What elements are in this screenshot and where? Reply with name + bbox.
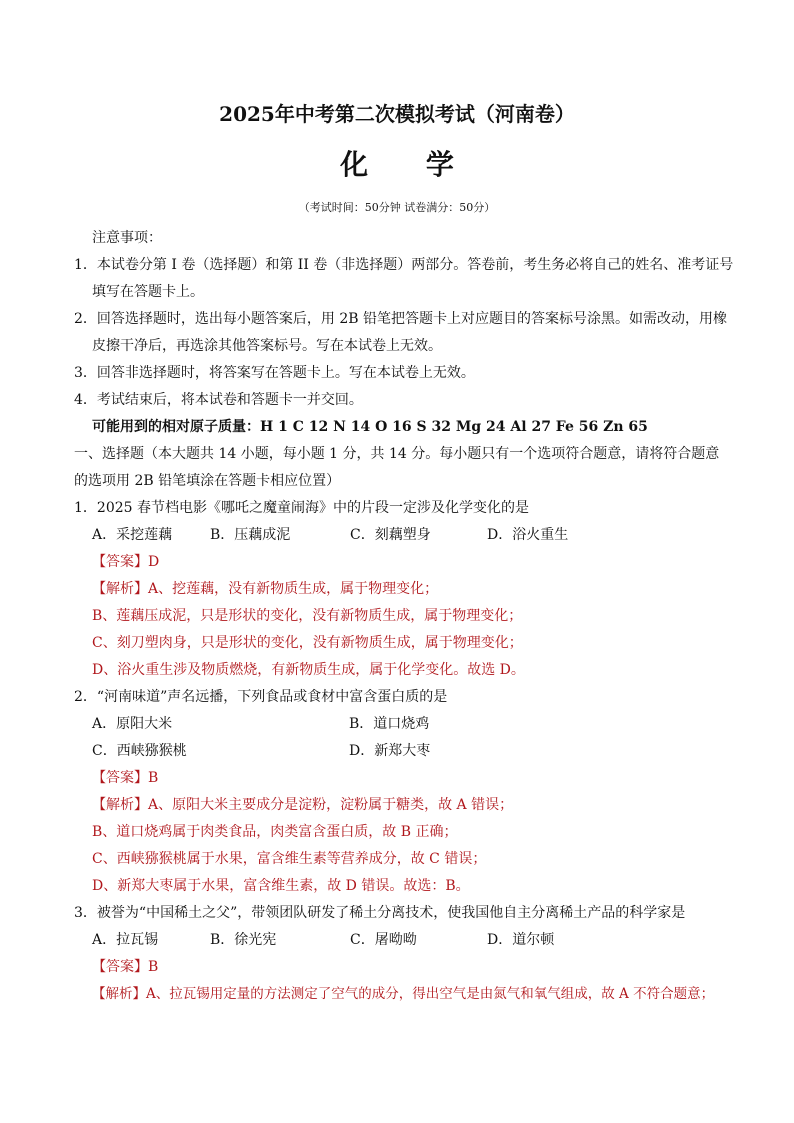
- atomic-masses: 可能用到的相对原子质量：H 1 C 12 N 14 O 16 S 32 Mg 24 Al 27 Fe 56 Zn 65: [92, 419, 648, 435]
- analysis-line: D、浴火重生涉及物质燃烧，有新物质生成，属于化学变化。故选 D。: [92, 662, 525, 678]
- option-c: C．屠呦呦: [350, 932, 417, 948]
- analysis-label: 【解析】: [92, 797, 148, 813]
- analysis-line: [92, 984, 714, 1004]
- notice-item: 填写在答题卡上。: [92, 284, 204, 300]
- question-stem: 3．被誉为“中国稀土之父”，带领团队研发了稀土分离技术，使我国他自主分离稀土产品的科学家是: [74, 905, 686, 921]
- notice-item: 皮擦干净后，再选涂其他答案标号。写在本试卷上无效。: [92, 338, 442, 354]
- option-a: A．拉瓦锡: [92, 932, 159, 948]
- answer: [92, 552, 159, 572]
- option-b: B．徐光宪: [210, 932, 277, 948]
- notice-item: 1．本试卷分第 I 卷（选择题）和第 II 卷（非选择题）两部分。答卷前，考生务必将自己的姓名、准考证号: [74, 257, 734, 273]
- option-b: B．道口烧鸡: [349, 716, 430, 732]
- answer-label: 【答案】: [92, 770, 148, 786]
- answer-label: 【答案】: [92, 959, 148, 975]
- notice-heading: 注意事项：: [92, 230, 162, 246]
- section-heading: 的选项用 2B 铅笔填涂在答题卡相应位置）: [74, 473, 341, 489]
- answer-value: B: [148, 770, 159, 786]
- question-stem: 2．“河南味道”声名远播，下列食品或食材中富含蛋白质的是: [74, 689, 448, 705]
- analysis-line: B、莲藕压成泥，只是形状的变化，没有新物质生成，属于物理变化；: [92, 608, 523, 624]
- analysis-line: C、刻刀塑肉身，只是形状的变化，没有新物质生成，属于物理变化；: [92, 635, 523, 651]
- analysis-line: D、新郑大枣属于水果，富含维生素，故 D 错误。故选：B。: [92, 878, 470, 894]
- option-a: A．原阳大米: [92, 716, 173, 732]
- analysis-line: [92, 795, 513, 815]
- answer: [92, 768, 158, 788]
- notice-item: 4．考试结束后，将本试卷和答题卡一并交回。: [74, 392, 363, 408]
- analysis-label: 【解析】: [92, 581, 148, 597]
- option-d: D．浴火重生: [487, 527, 569, 543]
- option-c: C．西峡猕猴桃: [92, 743, 187, 759]
- answer-value: D: [148, 554, 160, 570]
- answer-label: 【答案】: [92, 554, 148, 570]
- answer-value: B: [148, 959, 159, 975]
- option-c: C．刻藕塑身: [350, 527, 431, 543]
- analysis-line: [92, 579, 438, 599]
- notice-item: 2．回答选择题时，选出每小题答案后，用 2B 铅笔把答题卡上对应题目的答案标号涂黑。如需改动，用橡: [74, 311, 728, 327]
- question-stem: 1．2025 春节档电影《哪吒之魔童闹海》中的片段一定涉及化学变化的是: [74, 500, 529, 516]
- analysis-line: C、西峡猕猴桃属于水果，富含维生素等营养成分，故 C 错误；: [92, 851, 487, 867]
- option-a: A．采挖莲藕: [92, 527, 173, 543]
- answer: [92, 957, 158, 977]
- analysis-label: 【解析】: [92, 986, 146, 1002]
- option-d: D．道尔顿: [487, 932, 555, 948]
- option-b: B．压藕成泥: [210, 527, 291, 543]
- section-heading: 一、选择题（本大题共 14 小题，每小题 1 分，共 14 分。每小题只有一个选项符合题意，请将符合题意: [74, 446, 720, 462]
- analysis-text: A、拉瓦锡用定量的方法测定了空气的成分，得出空气是由氮气和氧气组成，故 A 不符合题意；: [146, 986, 715, 1002]
- subject-title: 化 学: [340, 148, 478, 181]
- notice-item: 3．回答非选择题时，将答案写在答题卡上。写在本试卷上无效。: [74, 365, 475, 381]
- page-title: 2025年中考第二次模拟考试（河南卷）: [219, 102, 575, 126]
- analysis-text: A、原阳大米主要成分是淀粉，淀粉属于糖类，故 A 错误；: [148, 797, 514, 813]
- analysis-line: B、道口烧鸡属于肉类食品，肉类富含蛋白质，故 B 正确；: [92, 824, 458, 840]
- option-d: D．新郑大枣: [349, 743, 431, 759]
- analysis-text: A、挖莲藕，没有新物质生成，属于物理变化；: [148, 581, 439, 597]
- exam-info: （考试时间：50分钟 试卷满分：50分）: [298, 201, 496, 214]
